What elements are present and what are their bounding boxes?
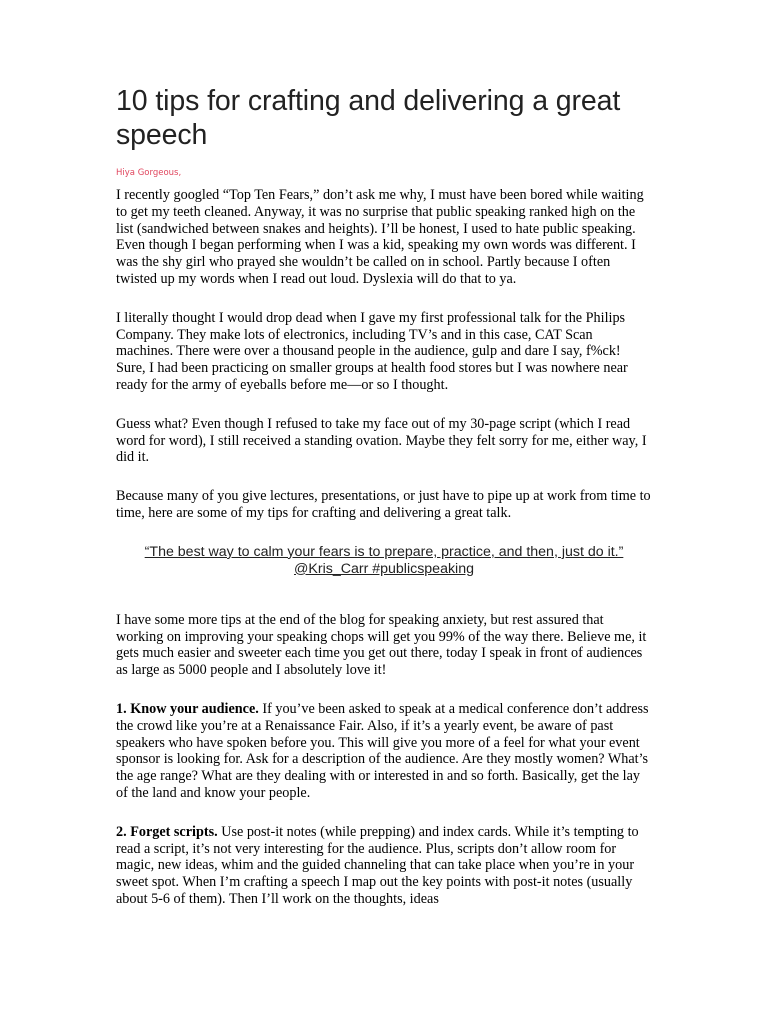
quote-handle[interactable]: @Kris_Carr #publicspeaking [293, 560, 474, 577]
tip-2-heading: 2. Forget scripts. [116, 823, 218, 840]
after-quote-paragraph: I have some more tips at the end of the blog for speaking anxiety, but rest assured that working on improving your speaking chops will get you 99% of the way there. Believe me, it gets much easier and sweeter each time you get out there, today I speak in front of audiences as large as 5000 people and I absolutely love it! [116, 611, 647, 679]
article [116, 84, 652, 930]
tip-2 [116, 824, 652, 908]
greeting-text: Hiya Gorgeous, [116, 168, 182, 178]
tweetable-quote-link[interactable] [116, 544, 652, 578]
quote-text[interactable]: “The best way to calm your fears is to prepare, practice, and then, just do it.” [144, 543, 624, 560]
tip-2-body: Use post-it notes (while prepping) and index cards. While it’s tempting to read a script, it’s not very interesting for the audience. Plus, scripts don’t allow room for magic, new ideas, whim and the guided channeling that can take place when you’re in your sweet spot. When I’m crafting a speech I map out the key points with post-it notes (usually about 5-6 of them). Then I’ll work on the thoughts, ideas [116, 823, 639, 907]
tip-1 [116, 701, 652, 802]
intro-paragraph-1: I recently googled “Top Ten Fears,” don’t ask me why, I must have been bored while waiting to get my teeth cleaned. Anyway, it was no surprise that public speaking ranked high on the list (sandwiched between snakes and heights). I’ll be honest, I used to hate public speaking. Even though I began performing when I was a kid, speaking my own words was different. I was the shy girl who prayed she wouldn’t be called on in school. Partly because I often twisted up my words when I read out loud. Dyslexia will do that to ya. [116, 187, 644, 287]
article-title: 10 tips for crafting and delivering a great speech [116, 85, 621, 151]
tip-1-heading: 1. Know your audience. [116, 700, 259, 717]
intro-paragraph-3: Guess what? Even though I refused to take my face out of my 30-page script (which I read word for word), I still received a standing ovation. Maybe they felt sorry for me, either way, I did it. [116, 415, 647, 466]
tip-1-body: If you’ve been asked to speak at a medical conference don’t address the crowd like you’re at a Renaissance Fair. Also, if it’s a yearly event, be aware of past speakers who have spoken before you. This will give you more of a feel for what your event sponsor is looking for. Ask for a description of the audience. Are they mostly women? What’s the age range? What are they dealing with or interested in and so forth. Basically, get the lay of the land and know your people. [116, 700, 649, 801]
intro-paragraph-2: I literally thought I would drop dead when I gave my first professional talk for the Philips Company. They make lots of electronics, including TV’s and in this case, CAT Scan machines. There were over a thousand people in the audience, gulp and dare I say, f%ck! Sure, I had been practicing on smaller groups at health food stores but I was nowhere near ready for the army of eyeballs before me—or so I thought. [116, 309, 628, 393]
intro-paragraph-4: Because many of you give lectures, presentations, or just have to pipe up at work from time to time, here are some of my tips for crafting and delivering a great talk. [116, 488, 651, 521]
